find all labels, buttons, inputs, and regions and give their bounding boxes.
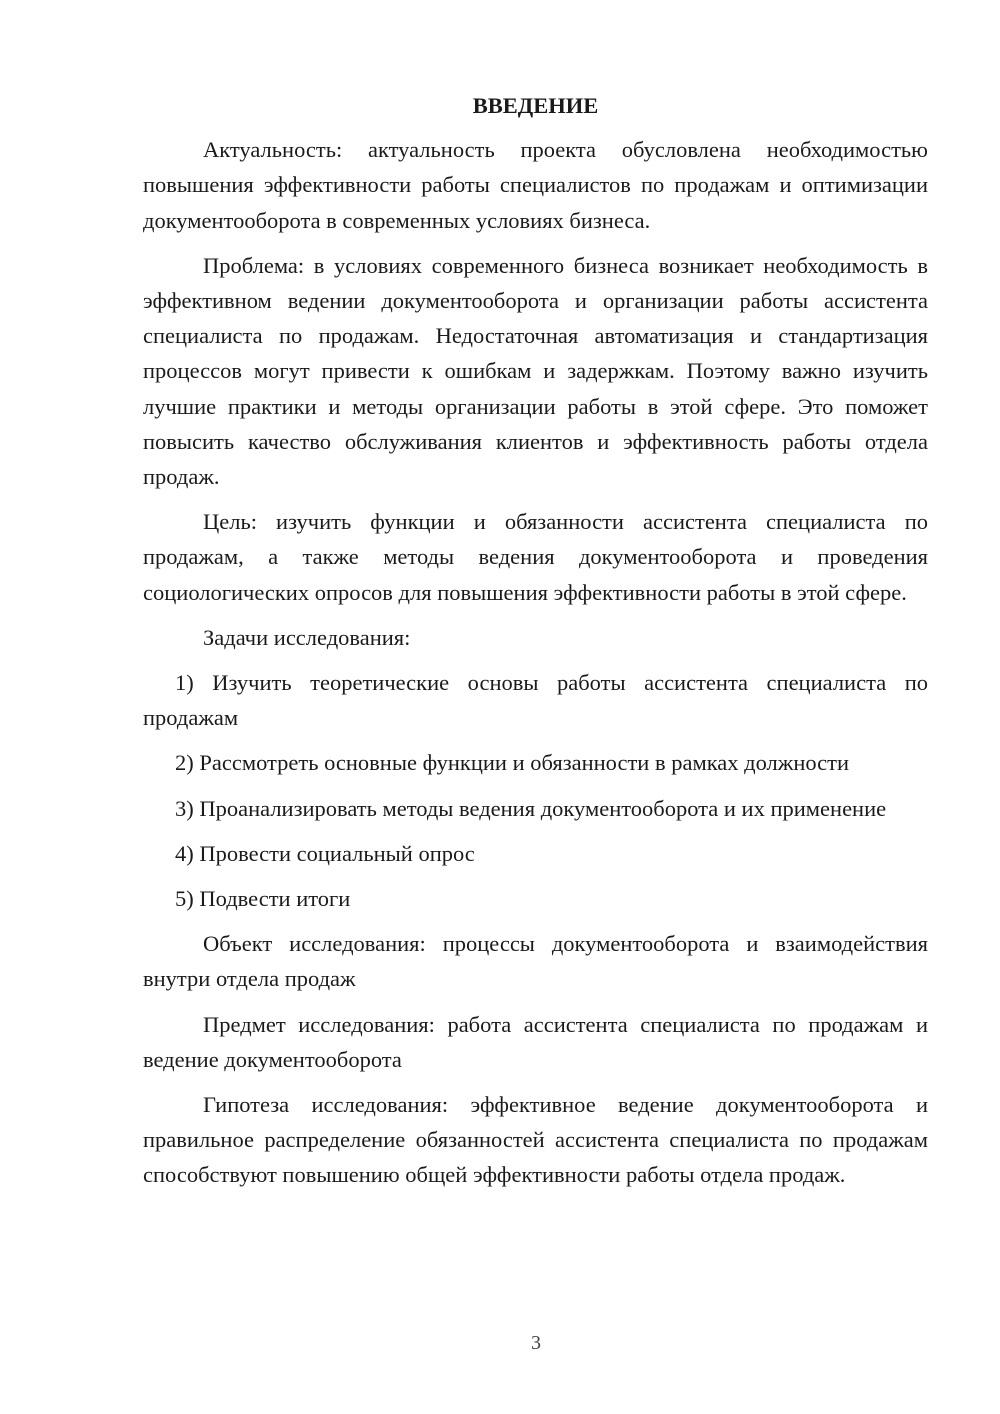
paragraph-hypothesis: Гипотеза исследования: эффективное ведение документооборота и правильное распределение обязанностей ассистента специалиста по продажам способствуют повышению общей эффективности работы отдела продаж. (143, 1092, 928, 1188)
task-item: 5) Подвести итоги (175, 886, 351, 912)
paragraph-goal: Цель: изучить функции и обязанности ассистента специалиста по продажам, а также методы ведения документооборота и проведения социологических опросов для повышения эффективности работы в этой сфере. (143, 509, 928, 605)
task-item: 1) Изучить теоретические основы работы ассистента специалиста по продажам (143, 670, 928, 731)
page-number: 3 (531, 1332, 541, 1354)
paragraph-problem: Проблема: в условиях современного бизнеса возникает необходимость в эффективном ведении документооборота и организации работы ассистента специалиста по продажам. Недостаточная автоматизация и стандартизация процессов могут привести к ошибкам и задержкам. Поэтому важно изучить лучшие практики и методы организации работы в этой сфере. Это поможет повысить качество обслуживания клиентов и эффективность работы отдела продаж. (143, 252, 928, 490)
paragraph-tasks-heading: Задачи исследования: (203, 624, 411, 650)
paragraph-relevance: Актуальность: актуальность проекта обусловлена необходимостью повышения эффективности работы специалистов по продажам и оптимизации документооборота в современных условиях бизнеса. (143, 137, 928, 233)
task-item: 2) Рассмотреть основные функции и обязанности в рамках должности (175, 750, 850, 776)
paragraph-subject: Предмет исследования: работа ассистента специалиста по продажам и ведение документооборота (143, 1011, 928, 1072)
paragraph-object: Объект исследования: процессы документооборота и взаимодействия внутри отдела продаж (143, 931, 928, 992)
page-content (143, 88, 928, 1203)
task-item: 4) Провести социальный опрос (175, 840, 475, 866)
task-item: 3) Проанализировать методы ведения документооборота и их применение (175, 795, 887, 821)
section-heading: ВВЕДЕНИЕ (472, 93, 599, 118)
